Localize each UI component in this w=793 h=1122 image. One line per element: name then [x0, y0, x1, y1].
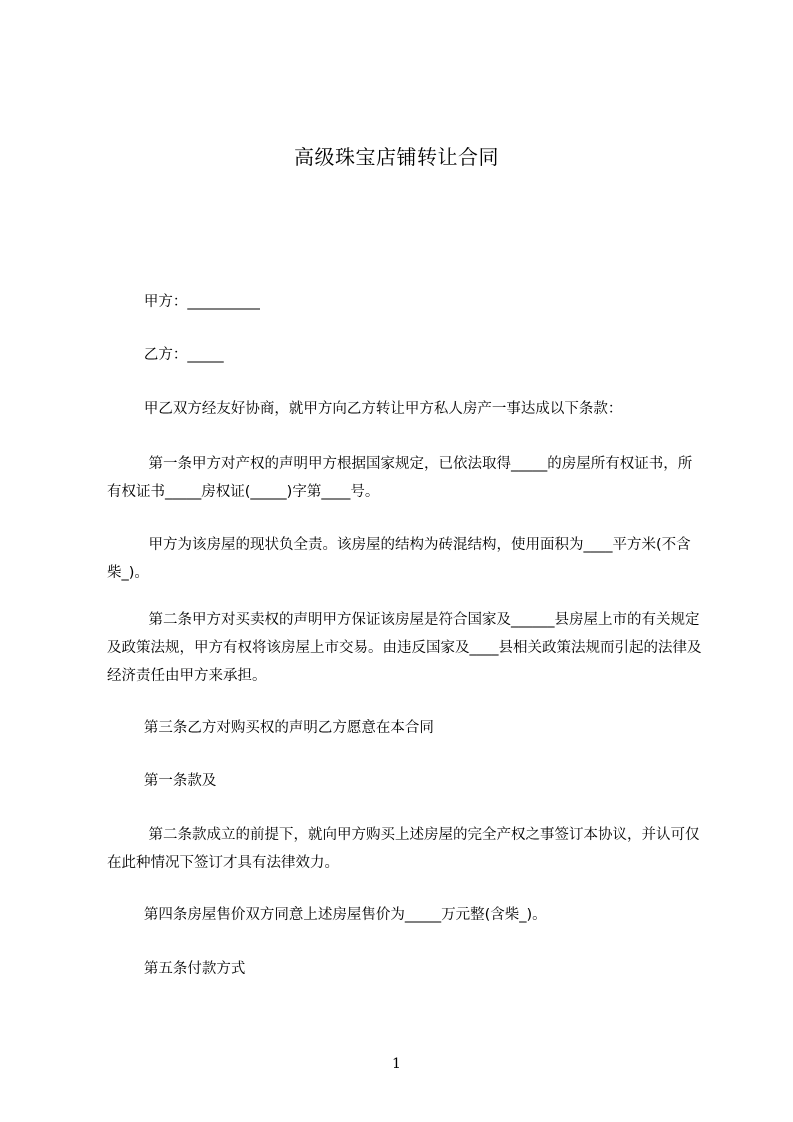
page-number: 1 [392, 1056, 401, 1072]
party-b-line: 乙方：_____ [107, 347, 224, 363]
clause-2-paragraph: 第二条款成立的前提下，就向甲方购买上述房屋的完全产权之事签订本协议，并认可仅在此种情况下签订才具有法律效力。 [107, 827, 700, 871]
property-status-paragraph: 甲方为该房屋的现状负全责。该房屋的结构为砖混结构，使用面积为____平方米(不含柴_)。 [107, 537, 691, 581]
clause-1-paragraph: 第一条款及 [107, 773, 217, 789]
article-4-paragraph: 第四条房屋售价双方同意上述房屋售价为_____万元整(含柴_)。 [107, 907, 547, 923]
party-a-line: 甲方：__________ [107, 294, 260, 310]
article-5-paragraph: 第五条付款方式 [107, 961, 246, 977]
article-3-paragraph: 第三条乙方对购买权的声明乙方愿意在本合同 [107, 720, 434, 736]
preamble-paragraph: 甲乙双方经友好协商，就甲方向乙方转让甲方私人房产一事达成以下条款： [107, 401, 623, 417]
article-2-paragraph: 第二条甲方对买卖权的声明甲方保证该房屋是符合国家及______县房屋上市的有关规定及政策法规，甲方有权将该房屋上市交易。由违反国家及____县相关政策法规而引起的法律及经济责任由甲方来承担。 [107, 612, 702, 684]
article-1-paragraph: 第一条甲方对产权的声明甲方根据国家规定，已依法取得_____的房屋所有权证书，所有权证书_____房权证(_____)字第____号。 [107, 456, 693, 500]
document-title: 高级珠宝店铺转让合同 [294, 145, 499, 169]
